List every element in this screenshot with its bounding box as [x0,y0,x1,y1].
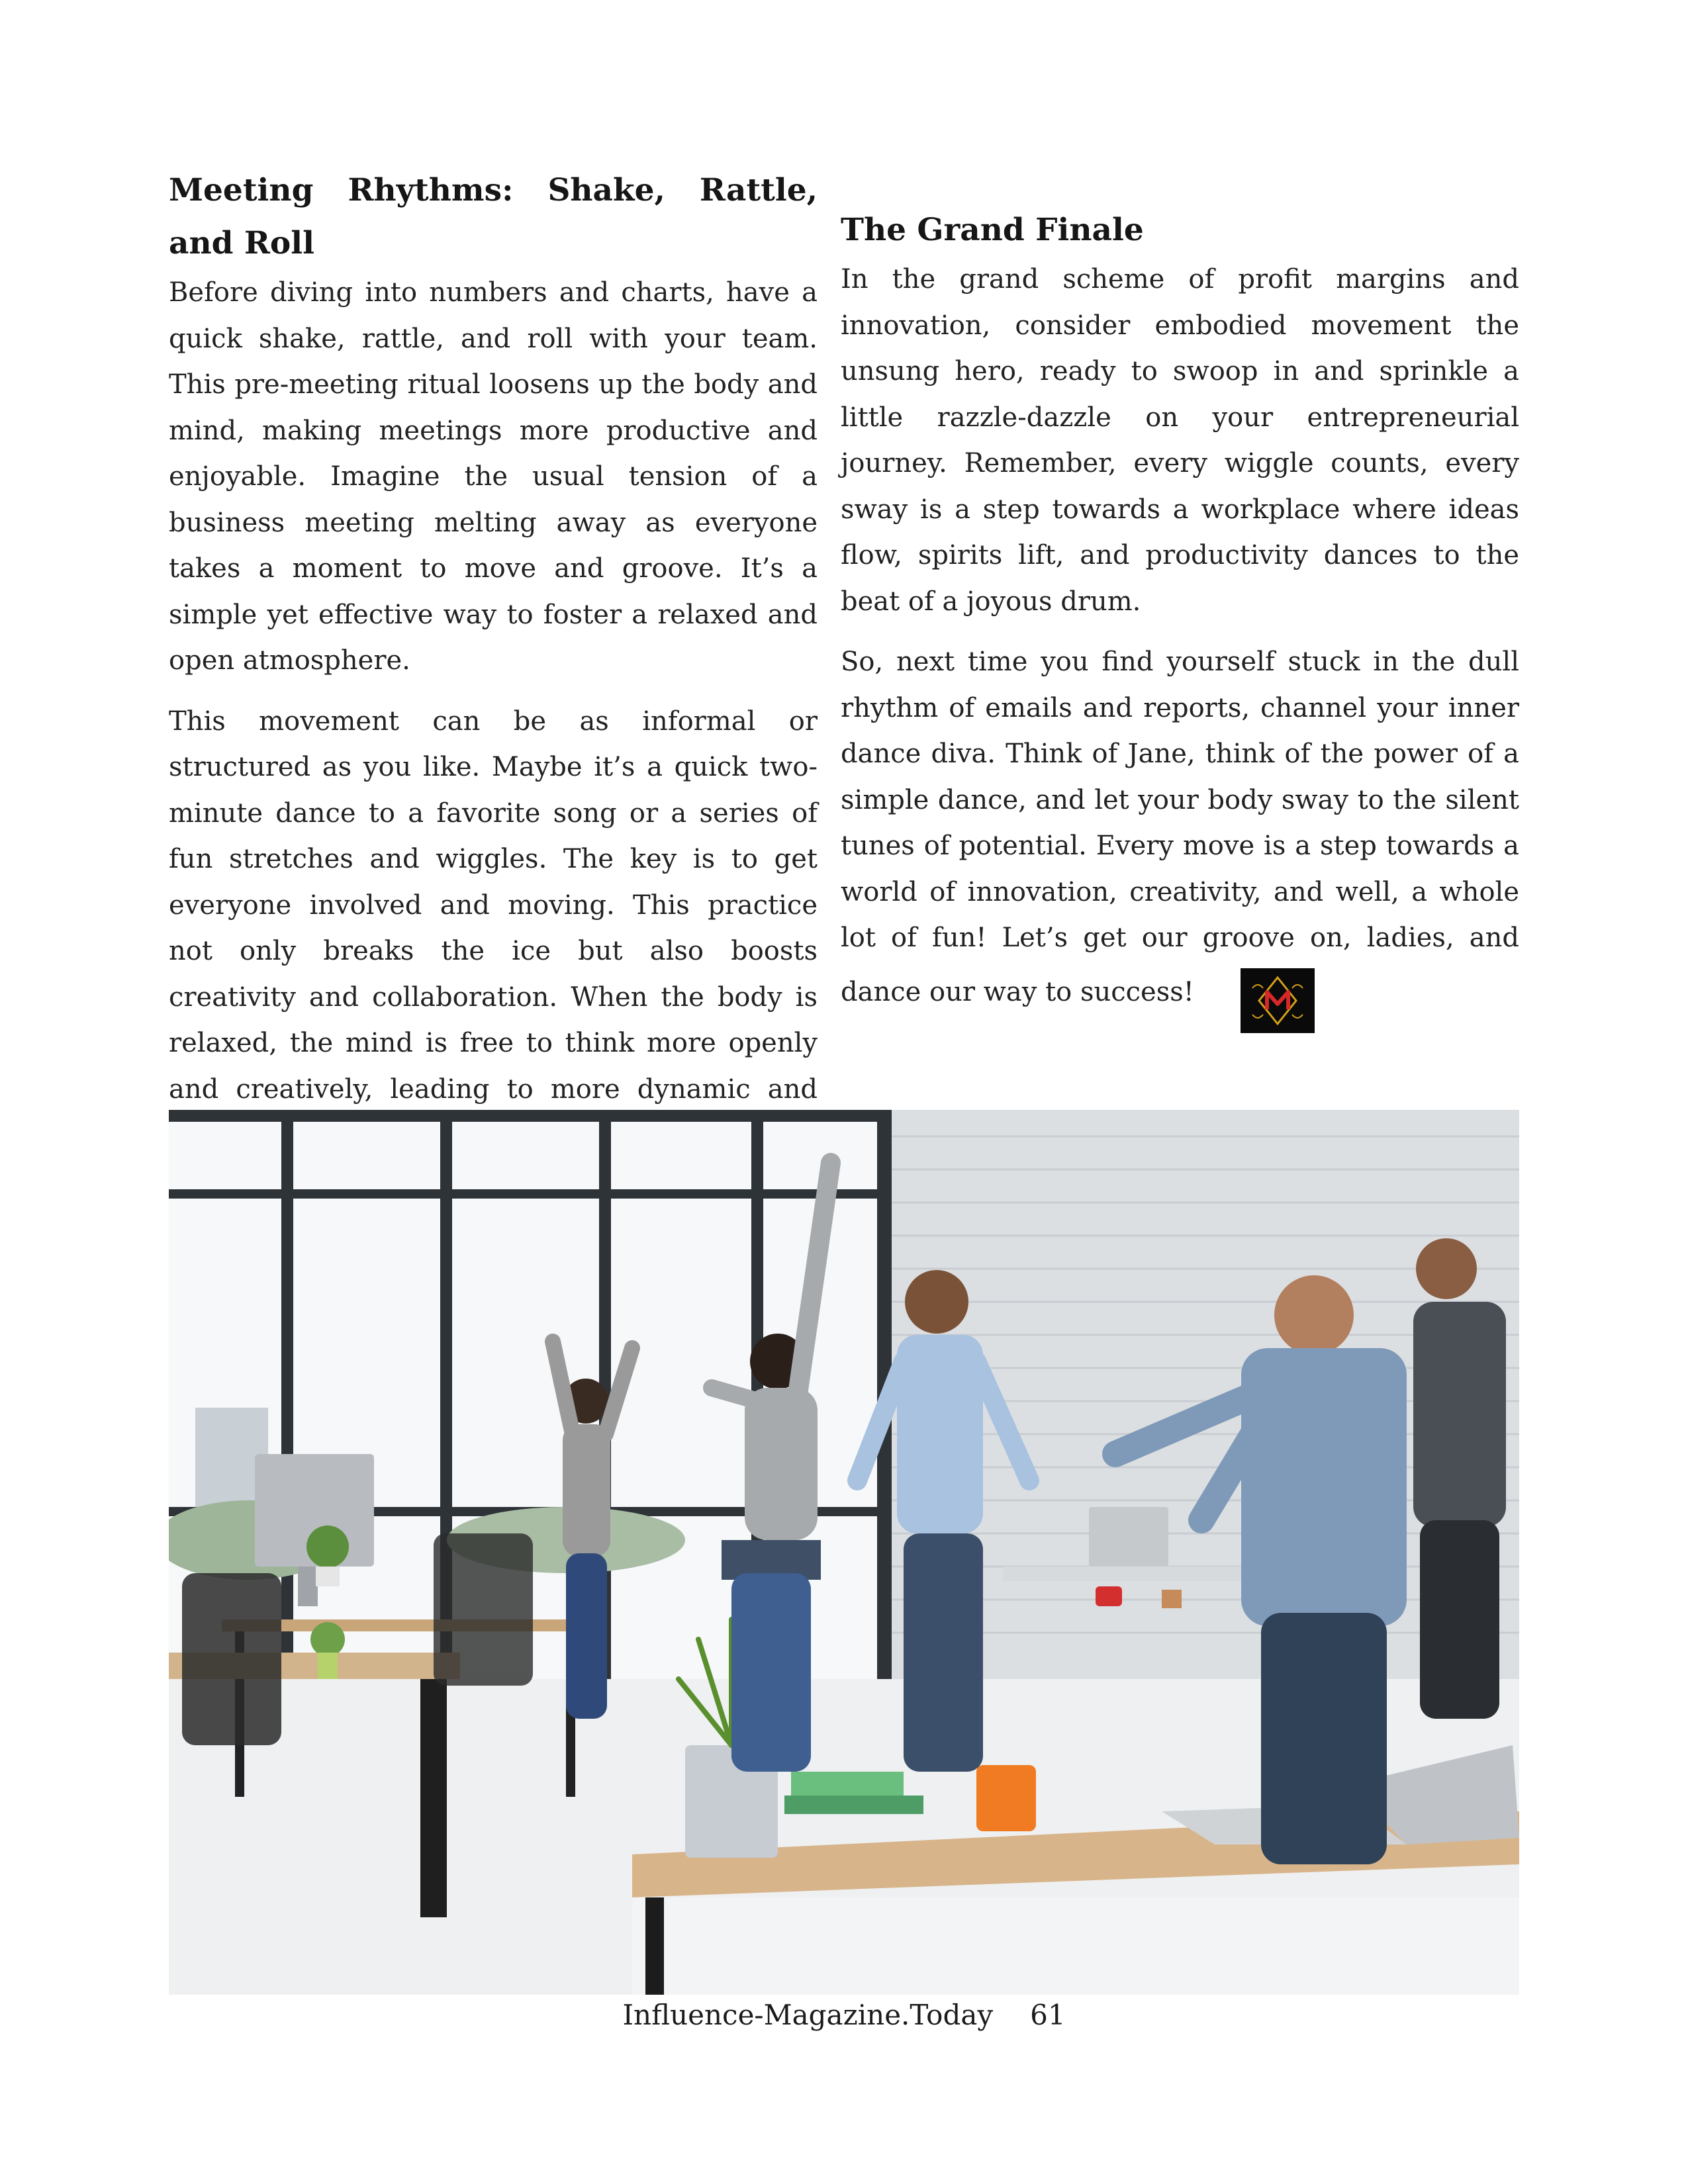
paragraph-text: So, next time you find yourself stuck in the dull rhythm of emails and reports, channel your inner dance diva. Think of Jane, think of the power of a simple dance, and let your body sway to the silent tunes of potential. Every move is a step towards a world of innovation, creativity, and well, a whole lot of fun! Let’s get our groove on, ladies, and dance our way to success! [841,647,1519,1007]
left-column [169,164,818,1159]
right-column [841,164,1519,1026]
office-dance-photo [169,1110,1519,1995]
section-heading-grand-finale: The Grand Finale [841,212,1144,248]
paragraph: In the grand scheme of profit margins and innovation, consider embodied movement the unsung hero, ready to swoop in and sprinkle a little razzle-dazzle on your entrepreneurial journey. Remember, every wiggle counts, every sway is a step towards a workplace where ideas flow, spirits lift, and productivity dances to the beat of a joyous drum. [841,264,1519,617]
paragraph [841,639,1519,1026]
paragraph: This movement can be as informal or structured as you like. Maybe it’s a quick two-minute dance to a favorite song or a series of fun stretches and wiggles. The key is to get everyone involved and moving. This practice not only breaks the ice but also boosts creativity and collaboration. When the body is relaxed, the mind is free to think more openly and creatively, leading to more dynamic and [169,705,818,1105]
paragraph: Before diving into numbers and charts, have a quick shake, rattle, and roll with your team. This pre-meeting ritual loosens up the body and mind, making meetings more productive and enjoyable. Imagine the usual tension of a business meeting melting away as everyone takes a moment to move and groove. It’s a simple yet effective way to foster a relaxed and open atmosphere. [169,277,818,676]
page-footer [0,1995,1688,2035]
footer-site-name: Influence-Magazine.Today [622,1999,994,2031]
page-number: 61 [1030,1999,1066,2031]
magazine-logo-icon [1241,968,1315,1033]
section-heading-meeting-rhythms: Meeting Rhythms: Shake, Rattle, and Roll [169,172,818,261]
